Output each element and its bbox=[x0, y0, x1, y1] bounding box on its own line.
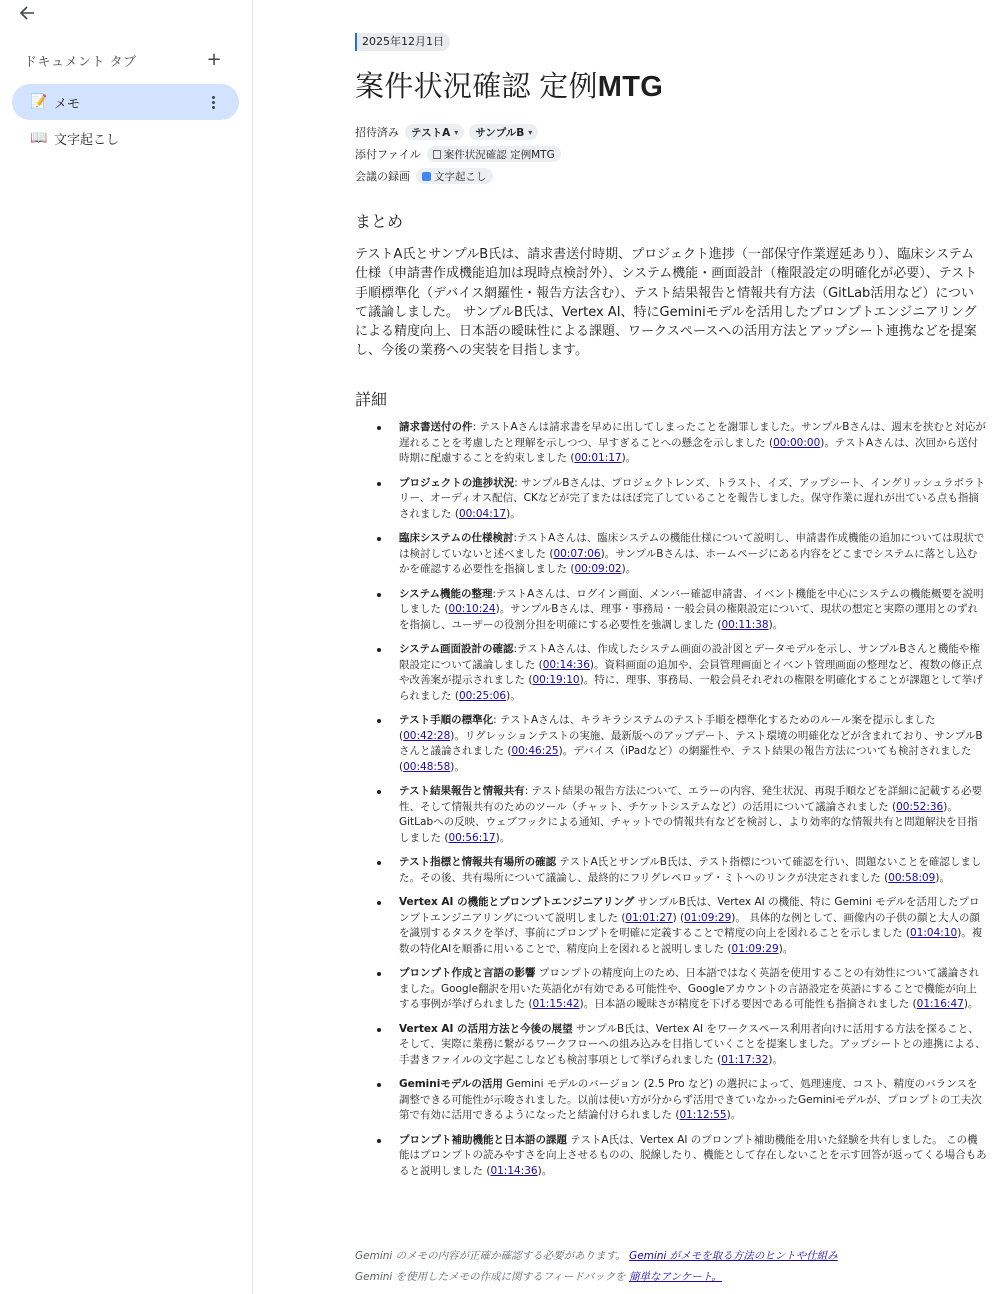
detail-text: )。 bbox=[778, 942, 794, 955]
timestamp-link[interactable]: 00:48:58 bbox=[403, 760, 451, 773]
detail-item bbox=[355, 587, 987, 634]
timestamp-link[interactable]: 01:17:32 bbox=[721, 1053, 769, 1066]
recording-row bbox=[355, 167, 498, 185]
timestamp-link[interactable]: 00:07:06 bbox=[553, 547, 601, 560]
timestamp-link[interactable]: 01:09:29 bbox=[731, 942, 779, 955]
document-icon bbox=[433, 150, 441, 159]
timestamp-link[interactable]: 00:04:17 bbox=[458, 507, 507, 520]
detail-text: )。複数の特化AIを順番に用いることで、精度向上を図れると説明しました ( bbox=[399, 927, 983, 955]
attachment-label: 添付ファイル bbox=[355, 148, 421, 161]
summary-text: テストA氏とサンプルB氏は、請求書送付時期、プロジェクト進捗（一部保守作業遅延あり）、臨床システム仕様（申請書作成機能追加は現時点検討外）、システム機能・画面設計（権限設定の明確化が必要）、テスト手順標準化（デバイス網羅性・報告方法含む）、テスト結果報告と情報共有方法（GitLab活用など）について議論しました。 サンプルB氏は、Vertex AI、特にGeminiモデルを活用したプロンプトエンジニアリングによる精度向上、日本語の曖昧性による課題、ワークスペースへの活用方法とアップシート連携などを提案し、今後の業務への実装を目指します。 bbox=[355, 247, 978, 359]
timestamp-link[interactable]: 01:14:36 bbox=[490, 1164, 538, 1177]
detail-text: テストA氏とサンプルB氏は、テスト指標について確認を行い、問題ないことを確認しました。その後、共有場所について議論し、最終的にフリグレペロップ・ミトへのリンクが決定されました ( bbox=[399, 856, 982, 884]
timestamp-link[interactable]: 00:58:09 bbox=[888, 871, 936, 884]
invitee-name: テストA bbox=[411, 126, 451, 139]
title-bold: MTG bbox=[597, 71, 664, 103]
detail-text: )。 bbox=[963, 998, 979, 1010]
page-title bbox=[355, 64, 663, 105]
timestamp-link[interactable]: 00:14:36 bbox=[542, 658, 590, 671]
attachment-chip[interactable] bbox=[427, 146, 561, 162]
invitee-name: サンプルB bbox=[475, 126, 525, 139]
survey-link[interactable]: 簡単なアンケート。 bbox=[628, 1271, 722, 1283]
detail-text: )。 bbox=[506, 689, 521, 702]
more-options-icon[interactable] bbox=[205, 92, 221, 112]
detail-title: テスト手順の標準化 bbox=[399, 714, 494, 726]
detail-text: ) ( bbox=[672, 911, 685, 924]
detail-item bbox=[355, 642, 987, 704]
detail-text: :テストAさんは、作成したシステム画面の設計図とデータモデルを示し、サンプルBさんと機能や権限設定について議論しました ( bbox=[399, 643, 980, 671]
detail-text: サンプルB氏は、Vertex AI の機能、特に Gemini モデルを活用したプロンプトエンジニアリングについて説明しました ( bbox=[399, 896, 980, 924]
footer-text: Gemini のメモの内容が正確か確認する必要があります。 bbox=[355, 1250, 626, 1262]
timestamp-link[interactable]: 01:12:55 bbox=[679, 1109, 727, 1121]
timestamp-link[interactable]: 00:01:17 bbox=[574, 452, 622, 464]
sidebar-item-label: 文字起こし bbox=[54, 132, 120, 148]
detail-text: Gemini モデルのバージョン (2.5 Pro など) の選択によって、処理速度、コスト、精度のバランスを調整できる可能性が示唆されました。以前は使い方が分からず活用できていなかったGeminiモデルが、プロンプトの工夫次第で有効に活用できるようになったと結論付けられました ( bbox=[399, 1078, 982, 1121]
detail-title: 臨床システムの仕様検討 bbox=[399, 532, 514, 544]
video-icon bbox=[422, 172, 431, 181]
detail-item bbox=[355, 784, 987, 846]
timestamp-link[interactable]: 00:00:00 bbox=[773, 436, 821, 449]
detail-text: )。 bbox=[726, 1109, 742, 1121]
detail-text: )。 bbox=[450, 760, 465, 773]
chevron-down-icon: ▾ bbox=[454, 127, 459, 137]
detail-title: プロジェクトの進捗状況 bbox=[399, 476, 515, 489]
timestamp-link[interactable]: 00:11:38 bbox=[721, 618, 769, 631]
timestamp-link[interactable]: 00:42:28 bbox=[403, 729, 451, 742]
detail-item bbox=[355, 531, 987, 578]
arrow-back-icon bbox=[19, 5, 35, 21]
detail-text: )。 bbox=[768, 1053, 784, 1066]
timestamp-link[interactable]: 00:56:17 bbox=[448, 831, 496, 844]
detail-text: : テストAさんは、キラキラシステムのテスト手順を標準化するためのルール案を提示しました ( bbox=[399, 714, 936, 742]
recording-label: 会議の録画 bbox=[355, 170, 410, 183]
title-regular: 案件状況確認 定例 bbox=[355, 71, 598, 103]
detail-text: :テストAさんは、ログイン画面、メンバー確認申請書、イベント機能を中心にシステムの機能概要を説明しました ( bbox=[399, 587, 984, 615]
detail-item bbox=[355, 476, 987, 523]
footer-line-1 bbox=[355, 1248, 838, 1263]
recording-chip[interactable] bbox=[416, 168, 493, 184]
timestamp-link[interactable]: 00:46:25 bbox=[511, 745, 559, 757]
detail-text: )。GitLabへの反映、ウェブフックによる通知、チャットでの情報共有などを検討し、より効率的な情報共有と問題解決を目指しました ( bbox=[399, 800, 978, 844]
detail-text: )。サンプルBさんは、ホームページにある内容をどこまでシステムに落とし込むかを確認する必要性を指摘しました ( bbox=[399, 547, 978, 575]
detail-text: : サンプルBさんは、プロジェクトレンズ、トラスト、イズ、アップシート、イングリッシュラボラトリー、オーディオス配信、CKなどが完了またはほぼ完了していることを報告しました。保守作業に遅れが出ている点も指摘されました ( bbox=[399, 476, 985, 520]
detail-item bbox=[355, 855, 987, 886]
detail-text: )。 bbox=[537, 1164, 553, 1177]
detail-title: プロンプト作成と言語の影響 bbox=[399, 967, 536, 979]
detail-text: テストA氏は、Vertex AI のプロンプト補助機能を用いた経験を共有しました。 この機能はプロンプトの読みやすさを向上させるものの、脱線したり、機能として存在しないことを示す回答が返ってくる場合もあると説明しました ( bbox=[399, 1133, 987, 1177]
timestamp-link[interactable]: 01:01:27 bbox=[625, 911, 673, 924]
timestamp-link[interactable]: 00:25:06 bbox=[458, 689, 507, 702]
detail-text: )。 bbox=[621, 452, 637, 464]
timestamp-link[interactable]: 01:16:47 bbox=[916, 998, 964, 1010]
detail-text: )。 具体的な例として、画像内の子供の顔と大人の顔を識別するタスクを挙げ、事前にプロンプトを明確に定義することで精度の向上を図れることを示しました ( bbox=[399, 911, 981, 939]
footer-text: Gemini を使用したメモの作成に関するフィードバックを bbox=[355, 1271, 626, 1283]
details-list bbox=[355, 420, 987, 1188]
detail-text: )。 bbox=[506, 507, 521, 520]
detail-title: 請求書送付の件 bbox=[399, 421, 473, 433]
detail-text: サンプルB氏は、Vertex AI をワークスペース利用者向けに活用する方法を探ること、そして、実際に業務に繋がるワークフローへの組み込みを目指していくことを提案しました。アップシートとの連携による、手書きファイルの文字起こしなども検討事項として挙げられました ( bbox=[399, 1022, 986, 1066]
detail-title: システム機能の整理 bbox=[399, 587, 493, 600]
detail-text: : テストAさんは請求書を早めに出してしまったことを謝罪しました。サンプルBさんは、週末を挟むと対応が遅れることを考慮したと理解を示しつつ、早すぎることへの懸念を示しました ( bbox=[399, 421, 986, 449]
detail-text: )。特に、理事、事務局、一般会員それぞれの権限を明確化することが課題として挙げられました ( bbox=[399, 674, 983, 702]
detail-text: プロンプトの精度向上のため、日本語ではなく英語を使用することの有効性について議論されました。Google翻訳を用いた英語化が有効である可能性や、Googleアカウントの言語設定を英語にすることで機能が向上する事例が挙げられました ( bbox=[399, 967, 980, 1010]
help-link[interactable]: Gemini がメモを取る方法のヒントや仕組み bbox=[629, 1250, 838, 1262]
detail-title: テスト指標と情報共有場所の確認 bbox=[399, 856, 557, 868]
sidebar-item-label: メモ bbox=[54, 96, 81, 112]
add-tab-button[interactable]: + bbox=[206, 49, 222, 70]
detail-item bbox=[355, 895, 987, 957]
detail-text: )。デバイス（iPadなど）の網羅性や、テスト結果の報告方法についても検討されました ( bbox=[399, 745, 972, 773]
detail-text: )。 bbox=[495, 831, 511, 844]
attachment-row bbox=[355, 145, 566, 163]
detail-text: )。 bbox=[935, 871, 950, 884]
detail-item bbox=[355, 1022, 987, 1069]
document-tabs-header bbox=[24, 50, 224, 70]
timestamp-link[interactable]: 01:09:29 bbox=[684, 911, 732, 924]
detail-text: : テスト結果の報告方法について、エラーの内容、発生状況、再現手順などを詳細に記載する必要性、そして情報共有のためのツール（チャット、チケットシステムなど）の活用について議論されました ( bbox=[399, 785, 983, 813]
detail-item bbox=[355, 713, 987, 775]
invited-row bbox=[355, 123, 543, 141]
detail-text: )。サンプルBさんは、理事・事務局・一般会員の権限設定について、現状の想定と実際の運用とのずれを指摘し、ユーザーの役割分担を明確にする必要性を強調しました ( bbox=[399, 603, 979, 631]
timestamp-link[interactable]: 00:09:02 bbox=[574, 563, 622, 575]
detail-item bbox=[355, 1133, 987, 1180]
recording-name: 文字起こし bbox=[434, 170, 487, 183]
detail-text: )。テストAさんは、次回から送付時期に配慮することを約束しました ( bbox=[399, 436, 979, 464]
detail-text: )。 bbox=[768, 618, 784, 631]
detail-text: )。 bbox=[621, 563, 637, 575]
sidebar-item-memo[interactable] bbox=[12, 84, 239, 120]
invitee-chip[interactable] bbox=[405, 124, 464, 140]
timestamp-link[interactable]: 00:52:36 bbox=[896, 800, 944, 813]
chevron-down-icon: ▾ bbox=[528, 127, 533, 137]
timestamp-link[interactable]: 01:15:42 bbox=[532, 998, 580, 1010]
summary-heading: まとめ bbox=[355, 212, 404, 231]
detail-text: )。資料画面の追加や、会員管理画面とイベント管理画面の整理など、複数の修正点や改善案が提示されました ( bbox=[399, 658, 983, 686]
detail-title: Vertex AI の活用方法と今後の展望 bbox=[399, 1022, 573, 1035]
detail-item bbox=[355, 1077, 987, 1124]
memo-icon: 📝 bbox=[30, 94, 48, 110]
invitee-chip[interactable] bbox=[469, 124, 538, 140]
book-icon: 📖 bbox=[30, 130, 48, 146]
detail-text: )。日本語の曖昧さが精度を下げる要因である可能性も指摘されました ( bbox=[579, 998, 917, 1010]
detail-item bbox=[355, 420, 987, 467]
back-button[interactable] bbox=[14, 1, 40, 25]
footer-line-2 bbox=[355, 1269, 722, 1284]
detail-text: )。リグレッションテストの実施、最新版へのアップデート、テスト環境の明確化などが含まれており、サンプルBさんと議論されました ( bbox=[399, 729, 983, 757]
document-tabs-title: ドキュメント タブ bbox=[24, 54, 137, 70]
detail-title: Vertex AI の機能とプロンプトエンジニアリング bbox=[399, 896, 635, 908]
sidebar-item-transcript[interactable] bbox=[12, 120, 239, 156]
sidebar bbox=[0, 0, 253, 1294]
detail-title: テスト結果報告と情報共有 bbox=[399, 785, 525, 797]
detail-item bbox=[355, 966, 987, 1013]
details-heading: 詳細 bbox=[355, 390, 388, 409]
timestamp-link[interactable]: 01:04:10 bbox=[910, 927, 958, 939]
invited-label: 招待済み bbox=[355, 126, 399, 139]
detail-title: プロンプト補助機能と日本語の課題 bbox=[399, 1133, 567, 1146]
date-chip[interactable]: 2025年12月1日 bbox=[355, 33, 450, 51]
detail-title: Geminiモデルの活用 bbox=[399, 1078, 503, 1090]
timestamp-link[interactable]: 00:19:10 bbox=[532, 674, 580, 686]
detail-text: :テストAさんは、臨床システムの機能仕様について説明し、申請書作成機能の追加については現状では検討していないと述べました ( bbox=[399, 532, 985, 560]
timestamp-link[interactable]: 00:10:24 bbox=[448, 603, 496, 615]
attachment-name: 案件状況確認 定例MTG bbox=[443, 148, 555, 161]
detail-title: システム画面設計の確認 bbox=[399, 643, 514, 655]
